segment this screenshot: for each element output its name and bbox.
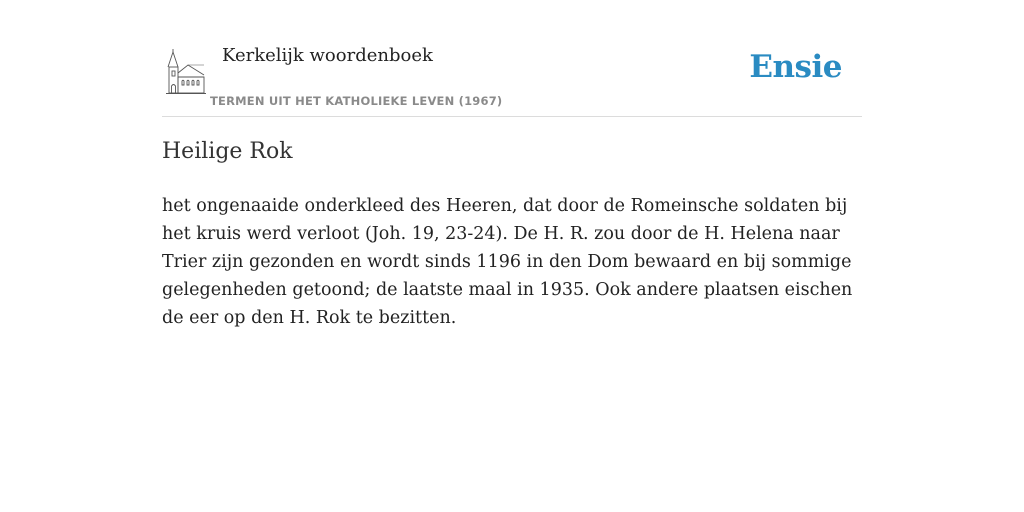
ensie-logo-link[interactable]: Ensie	[749, 49, 842, 85]
page	[162, 0, 862, 328]
dictionary-subtitle: TERMEN UIT HET KATHOLIEKE LEVEN (1967)	[210, 94, 503, 108]
entry-definition: het ongenaaide onderkleed des Heeren, dat door de Romeinsche soldaten bij het kruis werd verloot (Joh. 19, 23-24). De H. R. zou door de H. Helena naar Trier zijn gezonden en wordt sinds 1196 in den Dom bewaard en bij sommige gelegenheden getoond; de laatste maal in 1935. Ook andere plaatsen eischen de eer op den H. Rok te bezitten.	[162, 196, 853, 328]
entry-title: Heilige Rok	[162, 139, 293, 164]
church-icon[interactable]	[166, 49, 206, 95]
dictionary-title-link[interactable]: Kerkelijk woordenboek	[222, 45, 433, 66]
dictionary-header	[162, 0, 862, 117]
